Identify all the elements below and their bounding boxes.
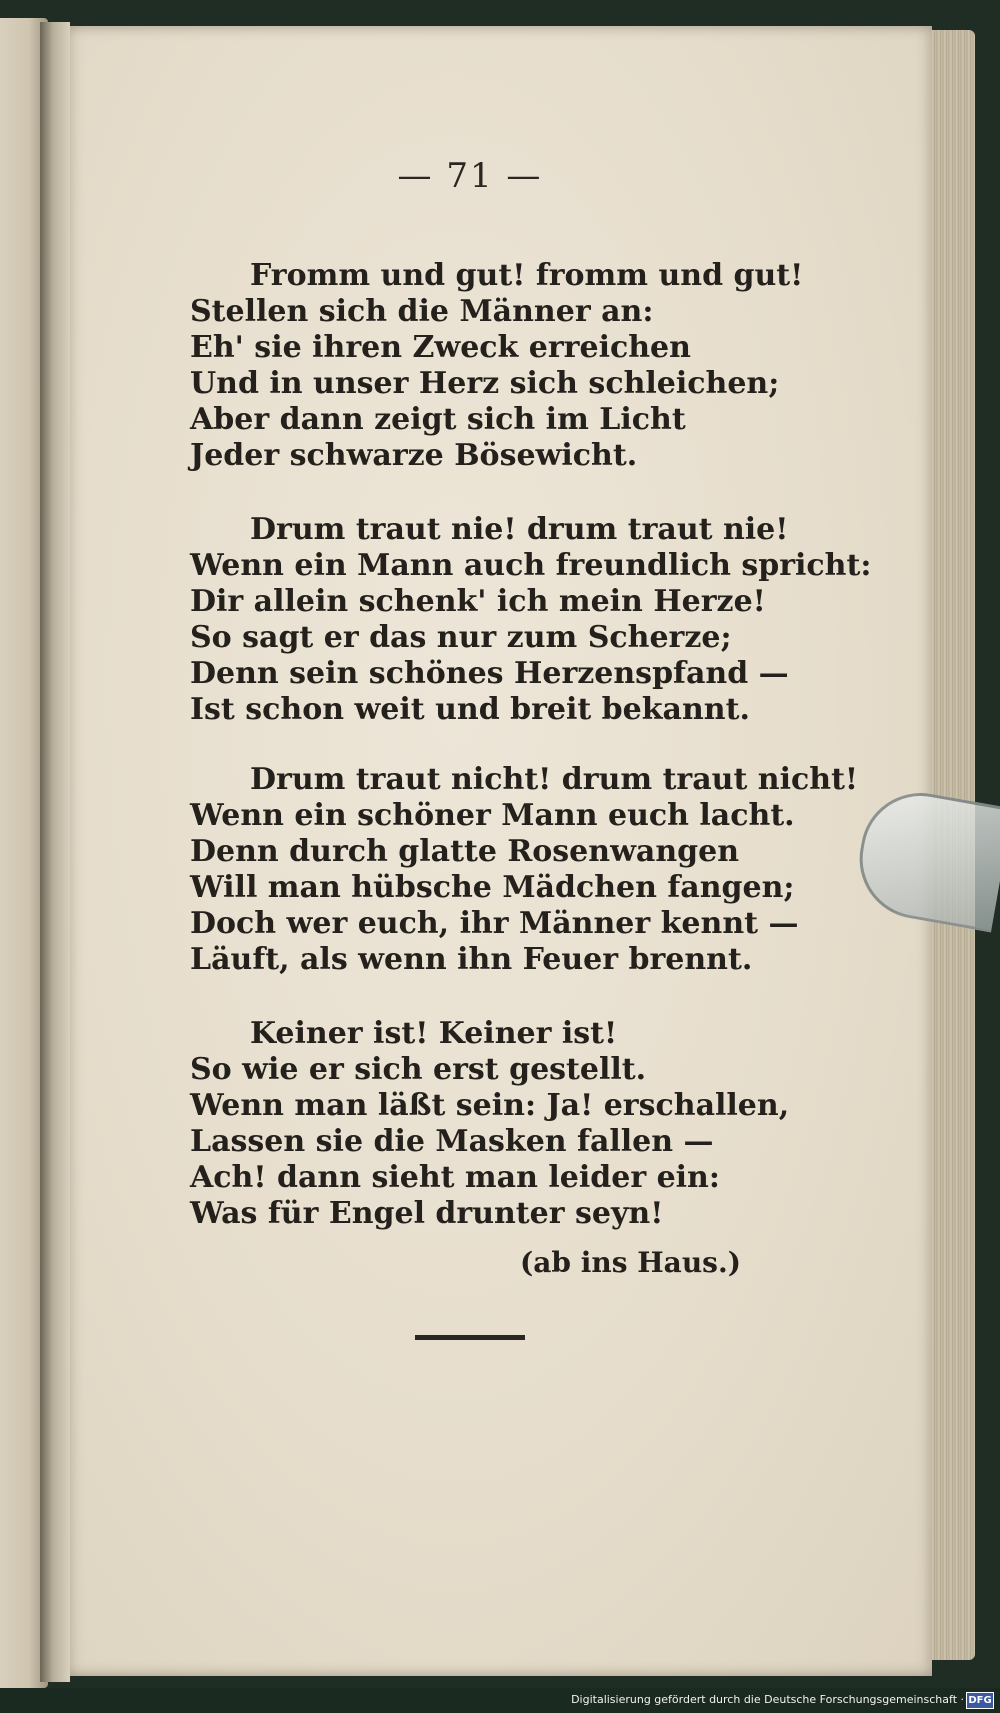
verse-line: Läuft, als wenn ihn Feuer brennt. bbox=[190, 942, 753, 977]
stage-direction: (ab ins Haus.) bbox=[520, 1246, 741, 1279]
verse-line: Keiner ist! Keiner ist! bbox=[250, 1016, 618, 1051]
verse-line: Fromm und gut! fromm und gut! bbox=[250, 258, 804, 293]
verse-line: Lassen sie die Masken fallen — bbox=[190, 1124, 714, 1159]
verse-line: Wenn ein Mann auch freundlich spricht: bbox=[190, 548, 872, 583]
dfg-logo: DFG bbox=[966, 1692, 994, 1709]
page-number: — 71 — bbox=[397, 156, 543, 196]
verse-line: Denn durch glatte Rosenwangen bbox=[190, 834, 740, 869]
stanza-3 bbox=[190, 762, 859, 978]
verse-line: Ach! dann sieht man leider ein: bbox=[190, 1160, 720, 1195]
verse-line: So wie er sich erst gestellt. bbox=[190, 1052, 647, 1087]
book-gutter bbox=[40, 22, 70, 1682]
verse-line: Denn sein schönes Herzenspfand — bbox=[190, 656, 789, 691]
stanza-2 bbox=[190, 512, 872, 728]
verse-line: So sagt er das nur zum Scherze; bbox=[190, 620, 732, 655]
stanza-4 bbox=[190, 1016, 830, 1232]
verse-line: Stellen sich die Männer an: bbox=[190, 294, 654, 329]
verse-line: Wenn ein schöner Mann euch lacht. bbox=[190, 798, 795, 833]
verse-line: Doch wer euch, ihr Männer kennt — bbox=[190, 906, 799, 941]
verse-line: Eh' sie ihren Zweck erreichen bbox=[190, 330, 691, 365]
stanza-1 bbox=[190, 258, 830, 474]
verse-line: Aber dann zeigt sich im Licht bbox=[190, 402, 686, 437]
verse-line: Ist schon weit und breit bekannt. bbox=[190, 692, 750, 727]
funding-credit: Digitalisierung gefördert durch die Deutsche Forschungsgemeinschaft · bbox=[571, 1693, 964, 1706]
verse-line: Und in unser Herz sich schleichen; bbox=[190, 366, 780, 401]
end-rule bbox=[415, 1335, 525, 1340]
verse-line: Wenn man läßt sein: Ja! erschallen, bbox=[190, 1088, 790, 1123]
verse-line: Was für Engel drunter seyn! bbox=[190, 1196, 664, 1231]
verse-line: Dir allein schenk' ich mein Herze! bbox=[190, 584, 766, 619]
verse-line: Drum traut nie! drum traut nie! bbox=[250, 512, 789, 547]
verse-line: Drum traut nicht! drum traut nicht! bbox=[250, 762, 859, 797]
verse-line: Will man hübsche Mädchen fangen; bbox=[190, 870, 795, 905]
verse-line: Jeder schwarze Bösewicht. bbox=[190, 438, 638, 473]
